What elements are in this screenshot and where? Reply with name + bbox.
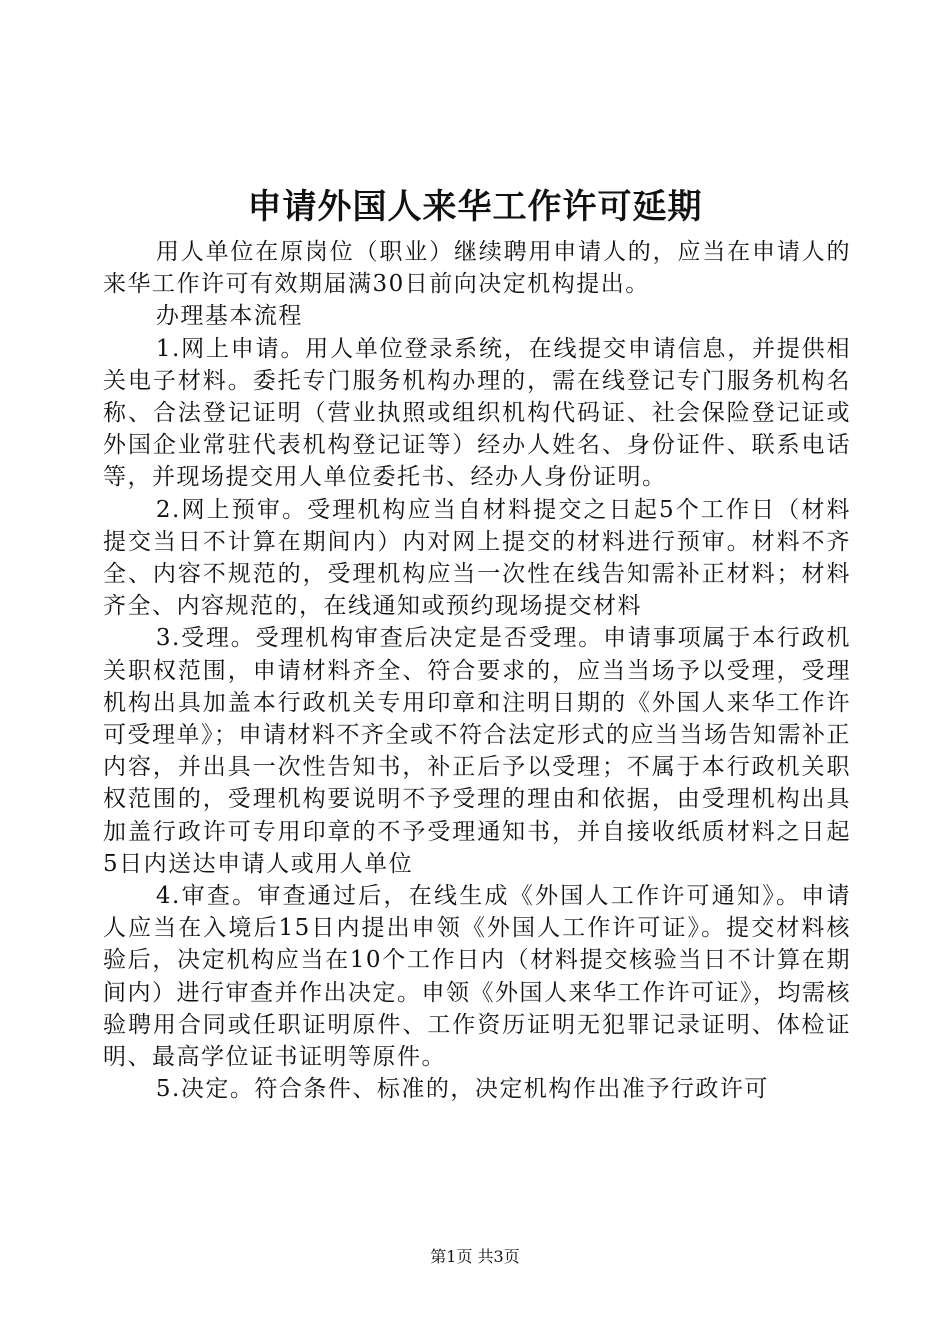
document-title: 申请外国人来华工作许可延期 <box>247 187 703 227</box>
paragraph-step-4: 4.审查。审查通过后，在线生成《外国人工作许可通知》。申请人应当在入境后15日内提出申领《外国人工作许可证》。提交材料核验后，决定机构应当在10个工作日内（材料提交核验当日不计算在期间内）进行审查并作出决定。申领《外国人来华工作许可证》，均需核验聘用合同或任职证明原件、工作资历证明无犯罪记录证明、体检证明、最高学位证书证明等原件。 <box>103 883 851 1071</box>
paragraph-step-1: 1.网上申请。用人单位登录系统，在线提交申请信息，并提供相关电子材料。委托专门服务机构办理的，需在线登记专门服务机构名称、合法登记证明（营业执照或组织机构代码证、社会保险登记证或外国企业常驻代表机构登记证等）经办人姓名、身份证件、联系电话等，并现场提交用人单位委托书、经办人身份证明。 <box>103 335 851 491</box>
paragraph-process-heading: 办理基本流程 <box>155 303 303 330</box>
paragraph-step-3: 3.受理。受理机构审查后决定是否受理。申请事项属于本行政机关职权范围，申请材料齐全、符合要求的，应当当场予以受理，受理机构出具加盖本行政机关专用印章和注明日期的《外国人来华工作许可受理单》；申请材料不齐全或不符合法定形式的应当当场告知需补正内容，并出具一次性告知书，补正后予以受理；不属于本行政机关职权范围的，受理机构要说明不予受理的理由和依据，由受理机构出具加盖行政许可专用印章的不予受理通知书，并自接收纸质材料之日起5日内送达申请人或用人单位 <box>103 625 851 877</box>
document-body <box>103 236 851 1105</box>
paragraph-step-5: 5.决定。符合条件、标准的，决定机构作出准予行政许可 <box>155 1076 769 1103</box>
page-footer: 第1页 共3页 <box>430 1247 520 1266</box>
paragraph-intro: 用人单位在原岗位（职业）继续聘用申请人的，应当在申请人的来华工作许可有效期届满30日前向决定机构提出。 <box>103 239 851 298</box>
paragraph-step-2: 2.网上预审。受理机构应当自材料提交之日起5个工作日（材料提交当日不计算在期间内）内对网上提交的材料进行预审。材料不齐全、内容不规范的，受理机构应当一次性在线告知需补正材料；材料齐全、内容规范的，在线通知或预约现场提交材料 <box>103 496 851 620</box>
